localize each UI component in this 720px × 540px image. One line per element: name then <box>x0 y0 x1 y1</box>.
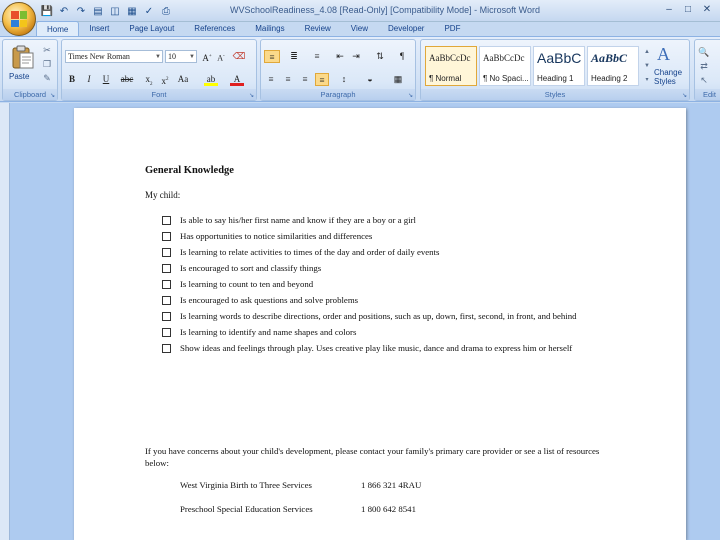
dialog-launcher-icon[interactable]: ↘ <box>248 93 254 99</box>
close-icon[interactable]: ✕ <box>702 3 712 15</box>
resource-name: West Virginia Birth to Three Services <box>180 480 312 490</box>
underline-icon[interactable]: U <box>102 74 110 84</box>
tab-page-layout[interactable]: Page Layout <box>129 24 175 33</box>
font-group-label: Font <box>62 89 256 100</box>
ribbon <box>0 36 720 102</box>
style-sample: AaBbCcDc <box>429 53 471 63</box>
ribbon-tabs <box>36 21 470 36</box>
checklist-item-text: Is learning to relate activities to times of the day and order of daily events <box>180 247 440 257</box>
change-styles-icon[interactable]: A <box>657 44 670 64</box>
style-name: Heading 2 <box>591 74 628 83</box>
shading-icon[interactable]: ◒ <box>367 74 373 84</box>
styles-group <box>420 39 690 101</box>
clipboard-group-label: Clipboard <box>3 89 57 100</box>
resources-note: If you have concerns about your child's development, please contact your family's primary care provider or see a list of resources below: <box>145 446 600 468</box>
find-icon[interactable]: 🔍 <box>698 47 710 57</box>
numbering-icon[interactable]: ≣ <box>290 51 298 61</box>
checklist-item <box>162 343 622 354</box>
checklist-item-text: Is learning to identify and name shapes and colors <box>180 327 357 337</box>
copy-icon[interactable]: ❐ <box>42 59 52 69</box>
paste-button[interactable]: Paste <box>9 72 30 81</box>
checkbox-icon[interactable] <box>162 216 171 225</box>
font-color-icon[interactable]: A <box>230 73 244 86</box>
font-size-select[interactable] <box>165 50 197 63</box>
checklist-item-text: Is learning to count to ten and beyond <box>180 279 314 289</box>
paste-icon[interactable] <box>11 44 35 70</box>
style-name: ¶ Normal <box>429 74 462 83</box>
checklist-item <box>162 327 622 338</box>
align-right-icon[interactable]: ≡ <box>302 74 308 84</box>
checklist-item-text: Is encouraged to ask questions and solve problems <box>180 295 359 305</box>
style-no-spacing[interactable] <box>479 46 531 86</box>
checklist <box>162 215 622 359</box>
style-heading-1[interactable] <box>533 46 585 86</box>
editing-group <box>694 39 720 101</box>
intro-text: My child: <box>145 190 181 200</box>
redo-icon[interactable]: ↷ <box>76 5 86 17</box>
window-controls <box>660 2 716 16</box>
checklist-item <box>162 231 622 242</box>
show-formatting-marks-icon[interactable]: ¶ <box>399 51 405 61</box>
chevron-down-icon: ▼ <box>155 54 161 60</box>
font-group <box>61 39 257 101</box>
bold-icon[interactable]: B <box>68 74 75 84</box>
style-sample: AaBbC <box>537 50 582 66</box>
minimize-icon[interactable]: – <box>666 3 672 15</box>
grow-font-icon[interactable]: A+ <box>202 53 212 63</box>
checkbox-icon[interactable] <box>162 280 171 289</box>
document-icon[interactable]: ▤ <box>93 5 103 17</box>
office-button[interactable] <box>2 2 36 36</box>
vertical-ruler <box>0 103 10 540</box>
format-painter-icon[interactable]: ✎ <box>43 73 51 83</box>
style-name: ¶ No Spaci... <box>483 74 529 83</box>
table-icon[interactable]: ▦ <box>127 5 137 17</box>
tab-insert[interactable]: Insert <box>89 24 110 33</box>
title-bar <box>0 0 720 22</box>
checkbox-icon[interactable] <box>162 248 171 257</box>
checkbox-icon[interactable] <box>162 328 171 337</box>
editing-group-label: Edit <box>695 89 720 100</box>
document-heading: General Knowledge <box>145 165 234 176</box>
checklist-item <box>162 247 622 258</box>
print-preview-icon[interactable]: ◫ <box>110 5 120 17</box>
font-size-value: 10 <box>168 52 176 61</box>
subscript-icon[interactable]: $x_2$ <box>145 74 153 87</box>
resource-phone: 1 866 321 4RAU <box>361 480 422 490</box>
checkbox-icon[interactable] <box>162 232 171 241</box>
style-sample: AaBbCcDc <box>483 53 525 63</box>
resource-phone: 1 800 642 8541 <box>361 504 416 514</box>
styles-more-icon[interactable]: ▾ <box>645 77 649 83</box>
window-title: WVSchoolReadiness_4.08 [Read-Only] [Compatibility Mode] - Microsoft Word <box>230 5 540 15</box>
document-page[interactable] <box>74 108 686 540</box>
styles-group-label: Styles <box>421 89 689 100</box>
print-icon[interactable]: ⎙ <box>162 5 170 17</box>
styles-scroll-up-icon[interactable]: ▲ <box>644 49 650 55</box>
highlight-icon[interactable]: ab <box>204 73 218 86</box>
dialog-launcher-icon[interactable]: ↘ <box>49 93 55 99</box>
paragraph-group <box>260 39 416 101</box>
justify-icon[interactable]: ≡ <box>315 73 329 86</box>
clipboard-group <box>2 39 58 101</box>
dialog-launcher-icon[interactable]: ↘ <box>681 93 687 99</box>
font-name-value: Times New Roman <box>68 52 130 61</box>
quick-access-toolbar <box>40 4 173 18</box>
style-name: Heading 1 <box>537 74 574 83</box>
decrease-indent-icon[interactable]: ⇤ <box>336 51 344 61</box>
checklist-item-text: Is encouraged to sort and classify things <box>180 263 322 273</box>
multilevel-list-icon[interactable]: ≡ <box>314 51 320 61</box>
checkbox-icon[interactable] <box>162 344 171 353</box>
resources-list <box>180 480 481 528</box>
checkbox-icon[interactable] <box>162 312 171 321</box>
select-icon[interactable]: ↖ <box>700 75 708 85</box>
checkbox-icon[interactable] <box>162 296 171 305</box>
line-spacing-icon[interactable]: ↕ <box>341 74 347 84</box>
dialog-launcher-icon[interactable]: ↘ <box>407 93 413 99</box>
checklist-item-text: Is able to say his/her first name and know if they are a boy or a girl <box>180 215 416 225</box>
checklist-item <box>162 295 622 306</box>
sort-icon[interactable]: ⇅ <box>376 51 384 61</box>
italic-icon[interactable]: I <box>87 74 91 84</box>
checkbox-icon[interactable] <box>162 264 171 273</box>
paragraph-group-label: Paragraph <box>261 89 415 100</box>
checklist-item-text: Is learning words to describe directions, order and positions, such as up, down, first, second, in front, and behind <box>180 311 577 321</box>
align-center-icon[interactable]: ≡ <box>285 74 291 84</box>
cut-icon[interactable]: ✂ <box>43 45 51 55</box>
tab-review[interactable]: Review <box>304 24 331 33</box>
clear-formatting-icon[interactable]: ⌫ <box>232 51 246 61</box>
checklist-item <box>162 215 622 226</box>
tab-references[interactable]: References <box>194 24 236 33</box>
align-left-icon[interactable]: ≡ <box>268 74 274 84</box>
tab-home[interactable]: Home <box>36 21 79 36</box>
strikethrough-icon[interactable]: abc <box>120 74 134 84</box>
style-normal[interactable] <box>425 46 477 86</box>
font-name-select[interactable] <box>65 50 163 63</box>
tab-mailings[interactable]: Mailings <box>255 24 285 33</box>
change-styles-button[interactable]: Change Styles <box>654 68 683 86</box>
save-icon[interactable]: 💾 <box>40 5 54 17</box>
spelling-icon[interactable]: ✓ <box>144 5 154 17</box>
checklist-item-text: Has opportunities to notice similarities and differences <box>180 231 373 241</box>
style-sample: AaBbC <box>591 51 628 65</box>
bullets-icon[interactable]: ≡ <box>264 50 280 63</box>
change-case-icon[interactable]: Aa <box>177 74 189 84</box>
superscript-icon[interactable]: $x^2$ <box>161 76 169 86</box>
styles-scroll-down-icon[interactable]: ▼ <box>644 63 650 69</box>
checklist-item <box>162 279 622 290</box>
resource-row <box>180 480 481 504</box>
style-heading-2[interactable] <box>587 46 639 86</box>
borders-icon[interactable]: ▦ <box>393 74 403 84</box>
maximize-icon[interactable]: □ <box>684 3 692 15</box>
resource-name: Preschool Special Education Services <box>180 504 313 514</box>
shrink-font-icon[interactable]: A- <box>217 53 225 63</box>
tab-pdf[interactable]: PDF <box>444 24 461 33</box>
resource-row <box>180 504 481 528</box>
tab-developer[interactable]: Developer <box>388 24 425 33</box>
checklist-item-text: Show ideas and feelings through play. Uses creative play like music, dance and drama to express him or herself <box>180 343 573 353</box>
office-logo-icon <box>11 11 27 27</box>
tab-view[interactable]: View <box>350 24 368 33</box>
chevron-down-icon: ▼ <box>189 54 195 60</box>
undo-icon[interactable]: ↶ <box>59 5 69 17</box>
increase-indent-icon[interactable]: ⇥ <box>352 51 360 61</box>
replace-icon[interactable]: ⇄ <box>700 61 708 71</box>
checklist-item <box>162 311 622 322</box>
checklist-item <box>162 263 622 274</box>
